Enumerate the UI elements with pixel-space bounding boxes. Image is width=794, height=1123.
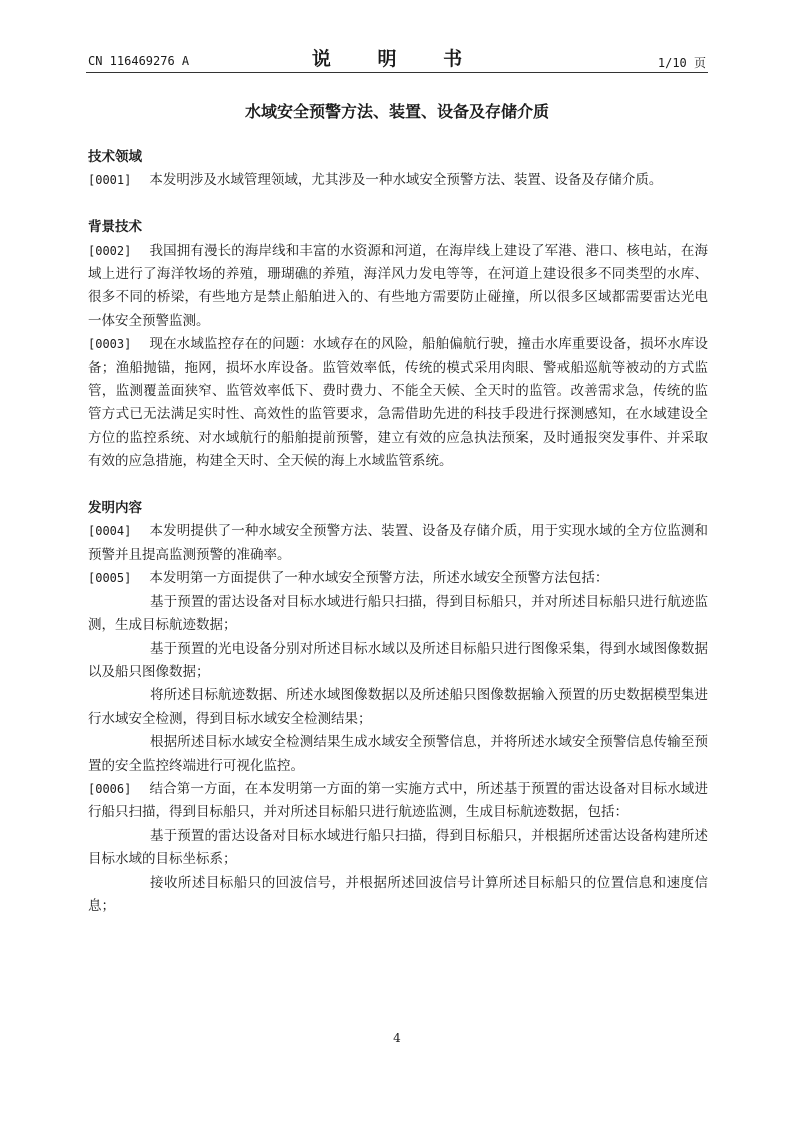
header-page-info: 1/10 页	[657, 56, 706, 70]
paragraph-number: [0002]	[88, 243, 132, 258]
paragraph-number: [0006]	[88, 781, 132, 796]
paragraph: 将所述目标航迹数据、所述水域图像数据以及所述船只图像数据输入预置的历史数据模型集进行水域安全检测，得到目标水域安全检测结果；	[88, 687, 708, 727]
paragraph	[88, 567, 708, 590]
paragraph-number: [0001]	[88, 173, 132, 188]
paragraph: 基于预置的雷达设备对目标水域进行船只扫描，得到目标船只，并对所述目标船只进行航迹监测，生成目标航迹数据；	[88, 593, 708, 634]
paragraph-text: 我国拥有漫长的海岸线和丰富的水资源和河道，在海岸线上建设了军港、港口、核电站，在海域上进行了海洋牧场的养殖，珊瑚礁的养殖，海洋风力发电等等，在河道上建设很多不同类型的水库、很多不同的桥梁，有些地方是禁止船舶进入的、有些地方需要防止碰撞，所以很多区域都需要雷达光电一体安全预警监测。	[88, 242, 708, 329]
header-doc-type: 说 明 书	[311, 48, 483, 70]
paragraph: 根据所述目标水域安全检测结果生成水域安全预警信息，并将所述水域安全预警信息传输至预置的安全监控终端进行可视化监控。	[88, 734, 708, 774]
paragraph	[88, 240, 708, 334]
paragraph	[88, 333, 708, 473]
paragraph	[88, 169, 708, 192]
paragraph	[88, 520, 708, 567]
paragraph: 接收所述目标船只的回波信号，并根据所述回波信号计算所述目标船只的位置信息和速度信息；	[88, 874, 708, 914]
paragraph-text: 本发明第一方面提供了一种水域安全预警方法，所述水域安全预警方法包括：	[149, 570, 609, 587]
section-heading: 发明内容	[88, 500, 142, 517]
paragraph-text: 结合第一方面，在本发明第一方面的第一实施方式中，所述基于预置的雷达设备对目标水域进行船只扫描，得到目标船只，并对所述目标船只进行航迹监测，生成目标航迹数据，包括：	[88, 780, 708, 821]
header-patent-number: CN 116469276 A	[88, 54, 190, 68]
document-body	[88, 146, 708, 918]
paragraph-number: [0003]	[88, 337, 132, 352]
paragraph-number: [0005]	[88, 571, 132, 586]
paragraph-text: 本发明涉及水域管理领域，尤其涉及一种水域安全预警方法、装置、设备及存储介质。	[149, 172, 663, 189]
paragraph-number: [0004]	[88, 524, 132, 539]
paragraph-text: 现在水域监控存在的问题：水域存在的风险，船舶偏航行驶，撞击水库重要设备，损坏水库设备；渔船抛锚，拖网，损坏水库设备。监管效率低，传统的模式采用肉眼、警戒船巡航等被动的方式监管，监测覆盖面狭窄、监管效率低下、费时费力、不能全天候、全天时的监管。改善需求急，传统的监管方式已无法满足实时性、高效性的监管要求，急需借助先进的科技手段进行探测感知，在水域建设全方位的监控系统、对水域航行的船舶提前预警，建立有效的应急执法预案，及时通报突发事件、并采取有效的应急措施，构建全天时、全天候的海上水域监管系统。	[88, 336, 708, 470]
section-heading: 技术领域	[88, 149, 142, 165]
paragraph: 基于预置的光电设备分别对所述目标水域以及所述目标船只进行图像采集，得到水域图像数据以及船只图像数据；	[88, 640, 708, 680]
header-rule	[86, 72, 708, 73]
paragraph: 基于预置的雷达设备对目标水域进行船只扫描，得到目标船只，并根据所述雷达设备构建所述目标水域的目标坐标系；	[88, 827, 708, 868]
section-heading: 背景技术	[88, 219, 142, 236]
document-title: 水域安全预警方法、装置、设备及存储介质	[244, 102, 549, 121]
page-number: 4	[393, 1031, 401, 1045]
paragraph	[88, 778, 708, 825]
paragraph-text: 本发明提供了一种水域安全预警方法、装置、设备及存储介质，用于实现水域的全方位监测和预警并且提高监测预警的准确率。	[88, 523, 708, 563]
